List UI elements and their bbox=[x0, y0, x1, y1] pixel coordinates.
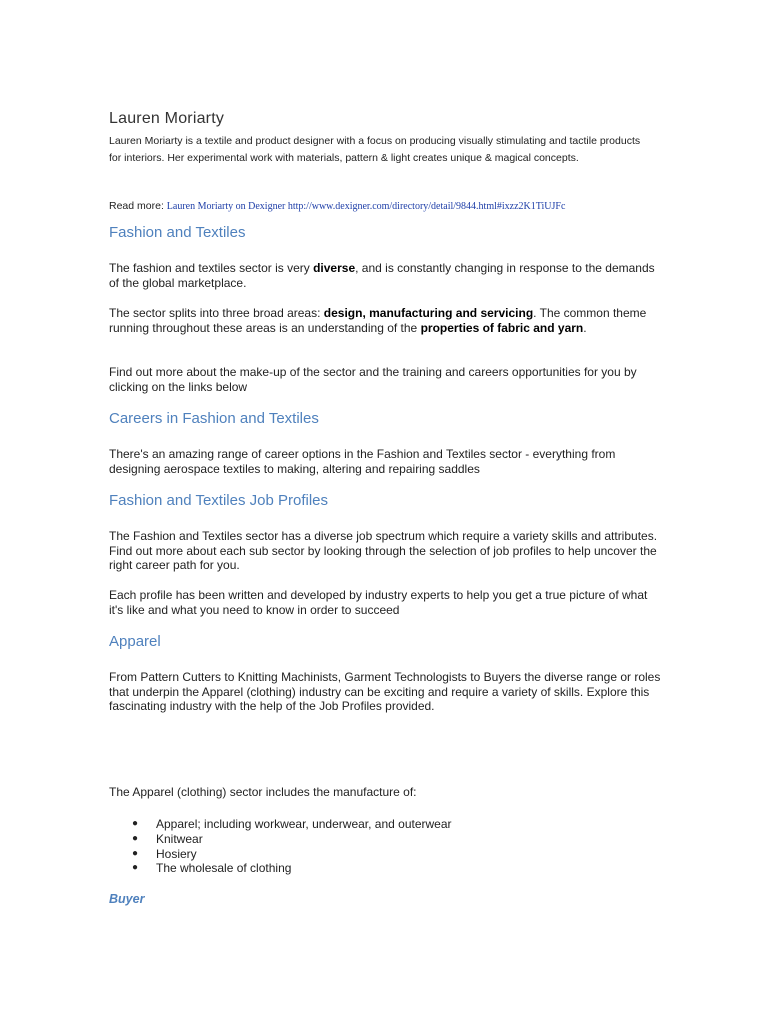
list-item bbox=[109, 861, 452, 876]
heading-apparel: Apparel bbox=[109, 633, 161, 650]
heading-careers: Careers in Fashion and Textiles bbox=[109, 410, 319, 427]
list-item-text: The wholesale of clothing bbox=[156, 861, 292, 876]
read-more-link[interactable]: Lauren Moriarty on Dexigner http://www.dexigner.com/directory/detail/9844.html#ixzz2K1TiUJFc bbox=[166, 201, 566, 212]
job-profiles-paragraph-1: The Fashion and Textiles sector has a diverse job spectrum which require a variety skills and attributes. Find out more about each sub sector by looking through the selection of job profiles to help uncover the right career path for you. bbox=[109, 529, 658, 573]
text-run: The fashion and textiles sector is very bbox=[109, 261, 314, 275]
bold-areas: design, manufacturing and servicing bbox=[323, 306, 534, 320]
list-item-text: Knitwear bbox=[156, 831, 203, 846]
list-item bbox=[109, 817, 452, 832]
bullet-icon: ● bbox=[132, 862, 139, 874]
apparel-paragraph-2: The Apparel (clothing) sector includes the manufacture of: bbox=[109, 785, 417, 799]
fashion-textiles-paragraph-2 bbox=[109, 306, 662, 335]
fashion-textiles-paragraph-3: Find out more about the make-up of the sector and the training and careers opportunities for you by clicking on the links below bbox=[109, 365, 637, 394]
bullet-icon: ● bbox=[132, 832, 139, 844]
careers-paragraph: There's an amazing range of career options in the Fashion and Textiles sector - everything from designing aerospace textiles to making, altering and repairing saddles bbox=[109, 447, 616, 476]
apparel-list bbox=[109, 817, 452, 876]
bold-diverse: diverse bbox=[313, 261, 356, 275]
apparel-paragraph-1: From Pattern Cutters to Knitting Machinists, Garment Technologists to Buyers the diverse range or roles that underpin the Apparel (clothing) industry can be exciting and require a variety of skills. Explore this fascinating industry with the help of the Job Profiles provided. bbox=[109, 670, 661, 714]
author-bio: Lauren Moriarty is a textile and product designer with a focus on producing visually stimulating and tactile products for interiors. Her experimental work with materials, pattern & light creates unique & magical concepts. bbox=[109, 135, 641, 164]
bullet-icon: ● bbox=[132, 818, 139, 829]
heading-fashion-and-textiles: Fashion and Textiles bbox=[109, 224, 246, 241]
read-more-line bbox=[109, 199, 565, 214]
bullet-icon: ● bbox=[132, 847, 139, 859]
list-item-text: Hosiery bbox=[156, 846, 197, 861]
list-item bbox=[109, 847, 452, 862]
text-run: The sector splits into three broad areas: bbox=[109, 306, 324, 320]
fashion-textiles-paragraph-1 bbox=[109, 261, 662, 290]
job-profiles-paragraph-2: Each profile has been written and developed by industry experts to help you get a true picture of what it's like and what you need to know in order to succeed bbox=[109, 588, 648, 617]
heading-job-profiles: Fashion and Textiles Job Profiles bbox=[109, 492, 329, 509]
text-run: , and is constantly changing in response to the demands of the global marketplace. bbox=[109, 261, 655, 290]
list-item-text: Apparel; including workwear, underwear, and outerwear bbox=[156, 817, 452, 831]
heading-buyer: Buyer bbox=[109, 892, 145, 906]
bold-properties: properties of fabric and yarn bbox=[420, 320, 584, 335]
text-run: . bbox=[583, 320, 587, 335]
text-run: . The common theme running throughout these areas is an understanding of the bbox=[109, 306, 647, 335]
list-item bbox=[109, 832, 452, 847]
read-more-label: Read more: bbox=[109, 200, 164, 212]
author-title: Lauren Moriarty bbox=[109, 110, 225, 127]
